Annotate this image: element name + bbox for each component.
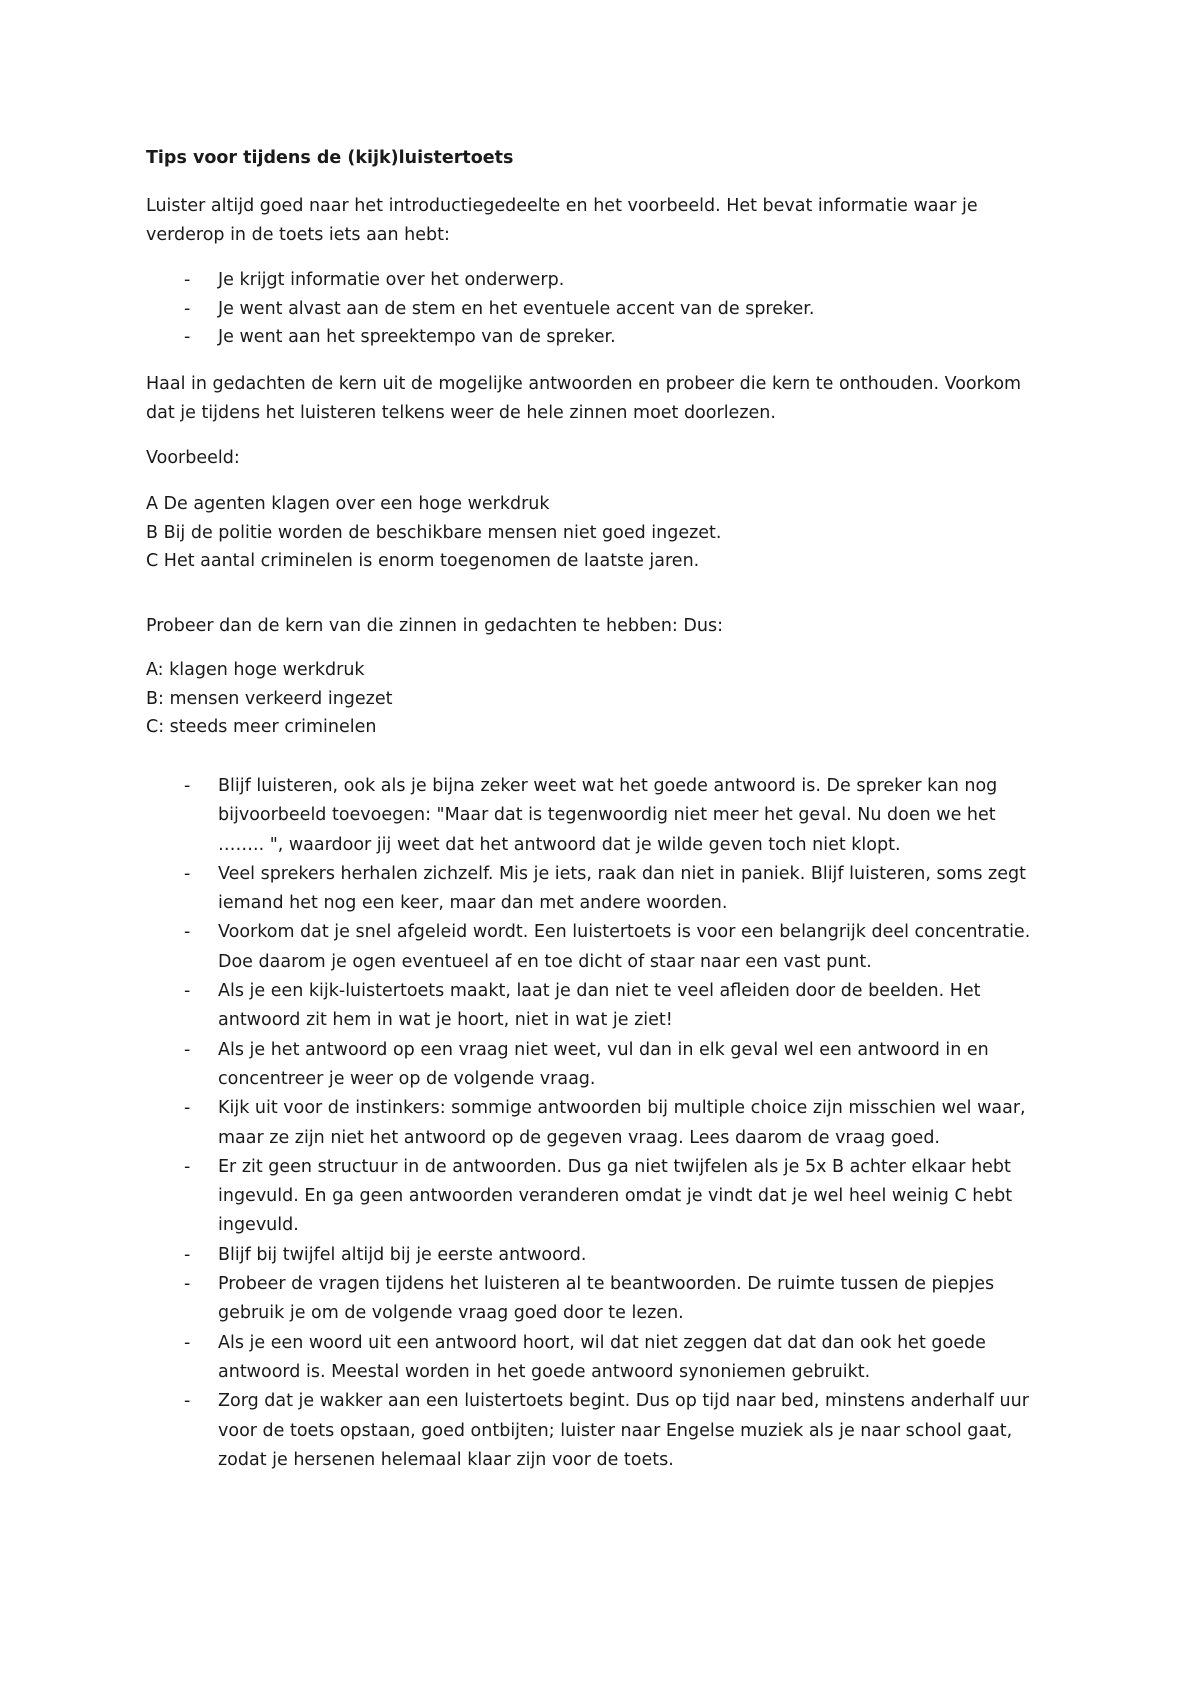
bullet-dash: - [184,1332,191,1353]
example-label: Voorbeeld: [146,448,240,468]
bullet-text: iemand het nog een keer, maar dan met andere woorden. [218,893,728,914]
bullet-text: Veel sprekers herhalen zichzelf. Mis je iets, raak dan niet in paniek. Blijf luisteren, soms zegt [218,863,1026,884]
bullet-text: antwoord is. Meestal worden in het goede antwoord synoniemen gebruikt. [218,1361,871,1382]
bullet-text: Er zit geen structuur in de antwoorden. Dus ga niet twijfelen als je 5x B achter elkaar hebt [218,1156,1011,1177]
bullet-text: Als je een woord uit een antwoord hoort, wil dat niet zeggen dat dat dan ook het goede [218,1332,986,1353]
bullet-text: voor de toets opstaan, goed ontbijten; luister naar Engelse muziek als je naar school gaat, [218,1420,1013,1441]
example-option: C Het aantal criminelen is enorm toegenomen de laatste jaren. [146,551,700,571]
bullet-text: …….. ", waardoor jij weet dat het antwoord dat je wilde geven toch niet klopt. [218,834,901,855]
intro-bullet-list [146,266,1066,352]
list-item [146,977,1066,1036]
bullet-dash: - [184,298,191,319]
bullet-dash: - [184,327,191,347]
intro-line: Luister altijd goed naar het introductiegedeelte en het voorbeeld. Het bevat informatie waar je [146,196,978,216]
list-item [146,860,1066,919]
bullet-text: Voorkom dat je snel afgeleid wordt. Een luistertoets is voor een belangrijk deel concentratie. [218,922,1031,943]
bullet-text: concentreer je weer op de volgende vraag. [218,1068,596,1089]
bullet-dash: - [184,1274,191,1295]
kern-option: C: steeds meer criminelen [146,717,377,737]
kern-line: Haal in gedachten de kern uit de mogelijke antwoorden en probeer die kern te onthouden. Voorkom [146,374,1022,394]
bullet-text: Als je een kijk-luistertoets maakt, laat je dan niet te veel afleiden door de beelden. Het [218,981,981,1002]
list-item [146,1241,1066,1270]
document-title: Tips voor tijdens de (kijk)luistertoets [146,148,514,168]
bullet-text: Je went aan het spreektempo van de spreker. [218,327,616,347]
bullet-text: ingevuld. [218,1215,299,1236]
example-option: A De agenten klagen over een hoge werkdruk [146,494,550,514]
bullet-dash: - [184,922,191,943]
bullet-dash: - [184,1391,191,1412]
bullet-dash: - [184,270,191,290]
bullet-dash: - [184,1039,191,1060]
kern-option: A: klagen hoge werkdruk [146,660,365,680]
list-item [146,1153,1066,1241]
kern-options [146,656,1066,742]
bullet-text: bijvoorbeeld toevoegen: "Maar dat is tegenwoordig niet meer het geval. Nu doen we het [218,805,996,826]
kern-line: dat je tijdens het luisteren telkens weer de hele zinnen moet doorlezen. [146,402,776,423]
bullet-dash: - [184,981,191,1002]
bullet-dash: - [184,1156,191,1177]
kern-option: B: mensen verkeerd ingezet [146,688,393,709]
bullet-text: Blijf bij twijfel altijd bij je eerste antwoord. [218,1244,587,1265]
bullet-text: Doe daarom je ogen eventueel af en toe dicht of staar naar een vast punt. [218,951,872,972]
bullet-dash: - [184,1098,191,1119]
bullet-text: Kijk uit voor de instinkers: sommige antwoorden bij multiple choice zijn misschien wel waar, [218,1098,1026,1119]
bullet-dash: - [184,1244,191,1265]
bullet-text: maar ze zijn niet het antwoord op de gegeven vraag. Lees daarom de vraag goed. [218,1127,940,1148]
bullet-text: antwoord zit hem in wat je hoort, niet in wat je ziet! [218,1010,673,1031]
bullet-text: zodat je hersenen helemaal klaar zijn voor de toets. [218,1449,674,1470]
bullet-text: Probeer de vragen tijdens het luisteren al te beantwoorden. De ruimte tussen de piepjes [218,1274,995,1295]
bullet-text: Blijf luisteren, ook als je bijna zeker weet wat het goede antwoord is. De spreker kan nog [218,776,998,796]
list-item [146,323,1066,352]
list-item [146,1094,1066,1153]
list-item [146,772,1066,860]
intro-line: verderop in de toets iets aan hebt: [146,224,450,245]
tips-list [146,772,1066,1475]
list-item [146,266,1066,295]
bullet-text: Je krijgt informatie over het onderwerp. [218,270,565,290]
bullet-dash: - [184,776,191,796]
list-item [146,1387,1066,1475]
list-item [146,1329,1066,1388]
example-options [146,490,1066,576]
list-item [146,1270,1066,1329]
probeer-paragraph: Probeer dan de kern van die zinnen in gedachten te hebben: Dus: [146,616,723,636]
bullet-dash: - [184,863,191,884]
list-item [146,1036,1066,1095]
example-option: B Bij de politie worden de beschikbare mensen niet goed ingezet. [146,522,722,543]
list-item [146,295,1066,324]
intro-paragraph [146,192,1066,249]
bullet-text: Als je het antwoord op een vraag niet weet, vul dan in elk geval wel een antwoord in en [218,1039,989,1060]
bullet-text: Je went alvast aan de stem en het eventuele accent van de spreker. [218,298,815,319]
kern-paragraph [146,370,1066,427]
bullet-text: Zorg dat je wakker aan een luistertoets begint. Dus op tijd naar bed, minstens anderhalf uur [218,1391,1029,1412]
list-item [146,918,1066,977]
bullet-text: gebruik je om de volgende vraag goed door te lezen. [218,1303,684,1324]
bullet-text: ingevuld. En ga geen antwoorden veranderen omdat je vindt dat je wel heel weinig C hebt [218,1186,1013,1207]
